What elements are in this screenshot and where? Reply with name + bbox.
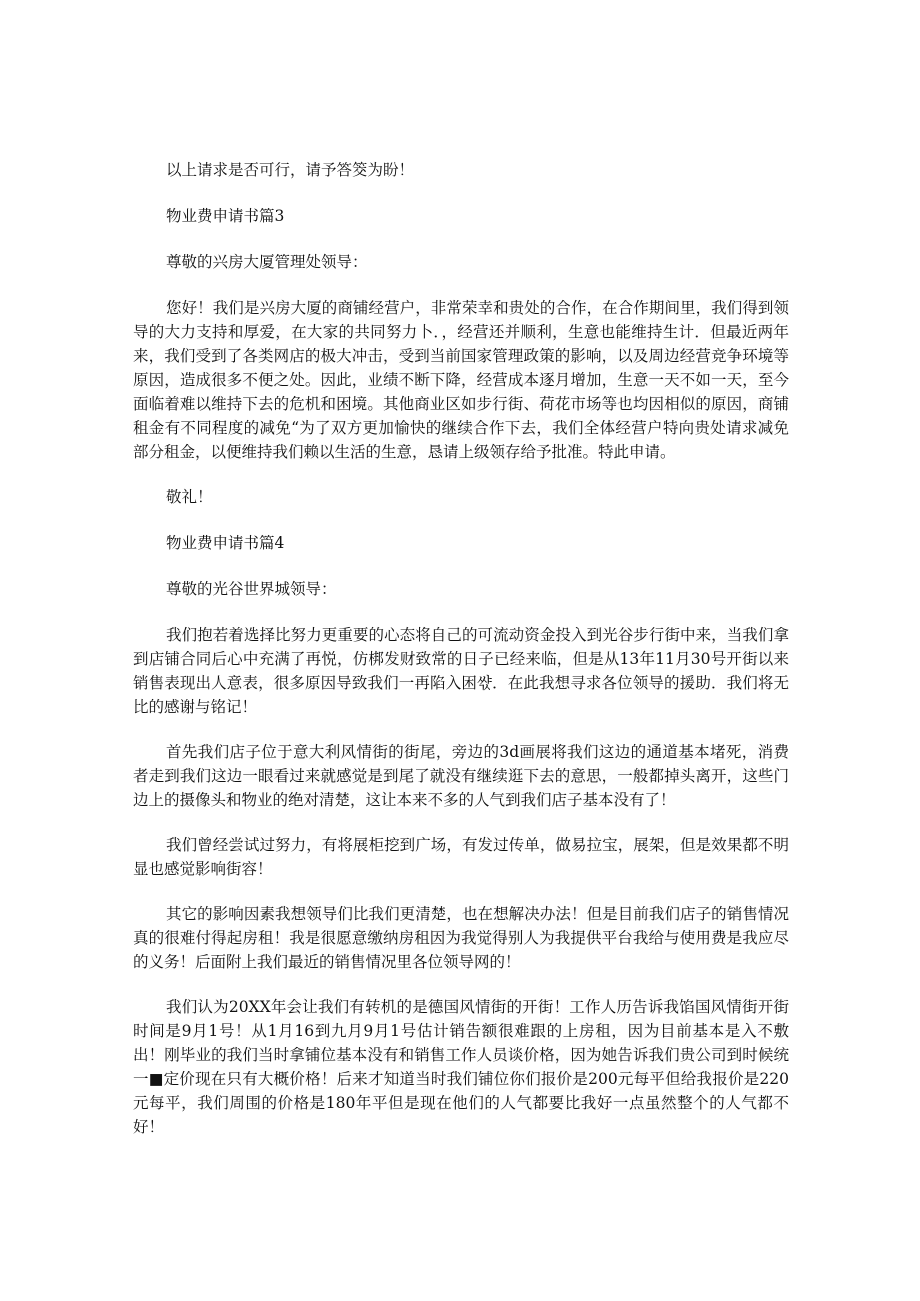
body-paragraph-4-3: 我们曾经尝试过努力，有将展柜挖到广场，有发过传单，做易拉宝，展架，但是效果都不明显也感觉影响街容！ (133, 836, 789, 878)
body-paragraph-4-5: 我们认为20XX年会让我们有转机的是德国风情街的开街！工作人历告诉我馅国风情街开街时间是9月1号！从1月16到九月9月1号估计销告额很难跟的上房租，因为目前基本是入不敷出！刚毕业的我们当时拿铺位基本没有和销售工作人员谈价格，因为她告诉我们贵公司到时候统一■定价现在只有大概价格！后来才知道当时我们铺位你们报价是200元每平但给我报价是220元每平，我们周围的价格是180年平但是现在他们的人气都要比我好一点虽然整个的人气都不好！ (133, 998, 789, 1136)
regards-line: 敬礼！ (166, 488, 213, 506)
body-paragraph-3: 您好！我们是兴房大厦的商铺经营户，非常荣幸和贵处的合作，在合作期间里，我们得到领导的大力支持和厚爱，在大家的共同努力卜．，经营还并顺利，生意也能维持生计．但最近两年来，我们受到了各类网店的极大冲击，受到当前国家管理政策的影响，以及周边经营竞争环境等原因，造成很多不便之处。因此，业绩不断下降，经营成本逐月增加，生意一天不如一天，至今面临着难以维持下去的危机和困境。其他商业区如步行街、荷花市场等也均因相似的原因，商铺租金有不同程度的减免“为了双方更加愉快的继续合作下去，我们全体经营户特向贵处请求减免部分租金，以便维持我们赖以生活的生意，恳请上级领存给予批准。特此申请。 (133, 299, 789, 461)
salutation-3: 尊敬的兴房大厦管理处领导： (166, 253, 368, 271)
section-title-3: 物业费申请书篇3 (166, 207, 285, 225)
body-paragraph-4-2: 首先我们店子位于意大利风情街的街尾，旁边的3d画展将我们这边的通道基本堵死，消费者走到我们这边一眼看过来就感觉是到尾了就没有继续逛下去的意思，一般都掉头离开，这些门边上的摄像头和物业的绝对清楚，这让本来不多的人气到我们店子基本没有了！ (133, 743, 789, 809)
document-page (133, 158, 789, 1160)
body-paragraph-4-4: 其它的影响因素我想领导们比我们更清楚，也在想解决办法！但是目前我们店子的销售情况真的很难付得起房租！我是很愿意缴纳房租因为我觉得别人为我提供平台我给与使用费是我应尽的义务！后面附上我们最近的销售情况里各位领导网的！ (133, 905, 789, 971)
body-paragraph-4-1: 我们抱若着选择比努力更重要的心态将自己的可流动资金投入到光谷步行街中来，当我们拿到店铺合同后心中充满了再悦，仿梆发财致常的日子已经来临，但是从13年11月30号开街以来销售表现出人意表，很多原因导致我们一再陷入困쌳．在此我想寻求各位领导的援助．我们将无比的感谢与铭记！ (133, 626, 789, 716)
section-title-4: 物业费申请书篇4 (166, 534, 285, 552)
closing-request-line: 以上请求是否可行，请予答筊为盼！ (166, 161, 415, 179)
salutation-4: 尊敬的光谷世界城领导： (166, 580, 337, 598)
